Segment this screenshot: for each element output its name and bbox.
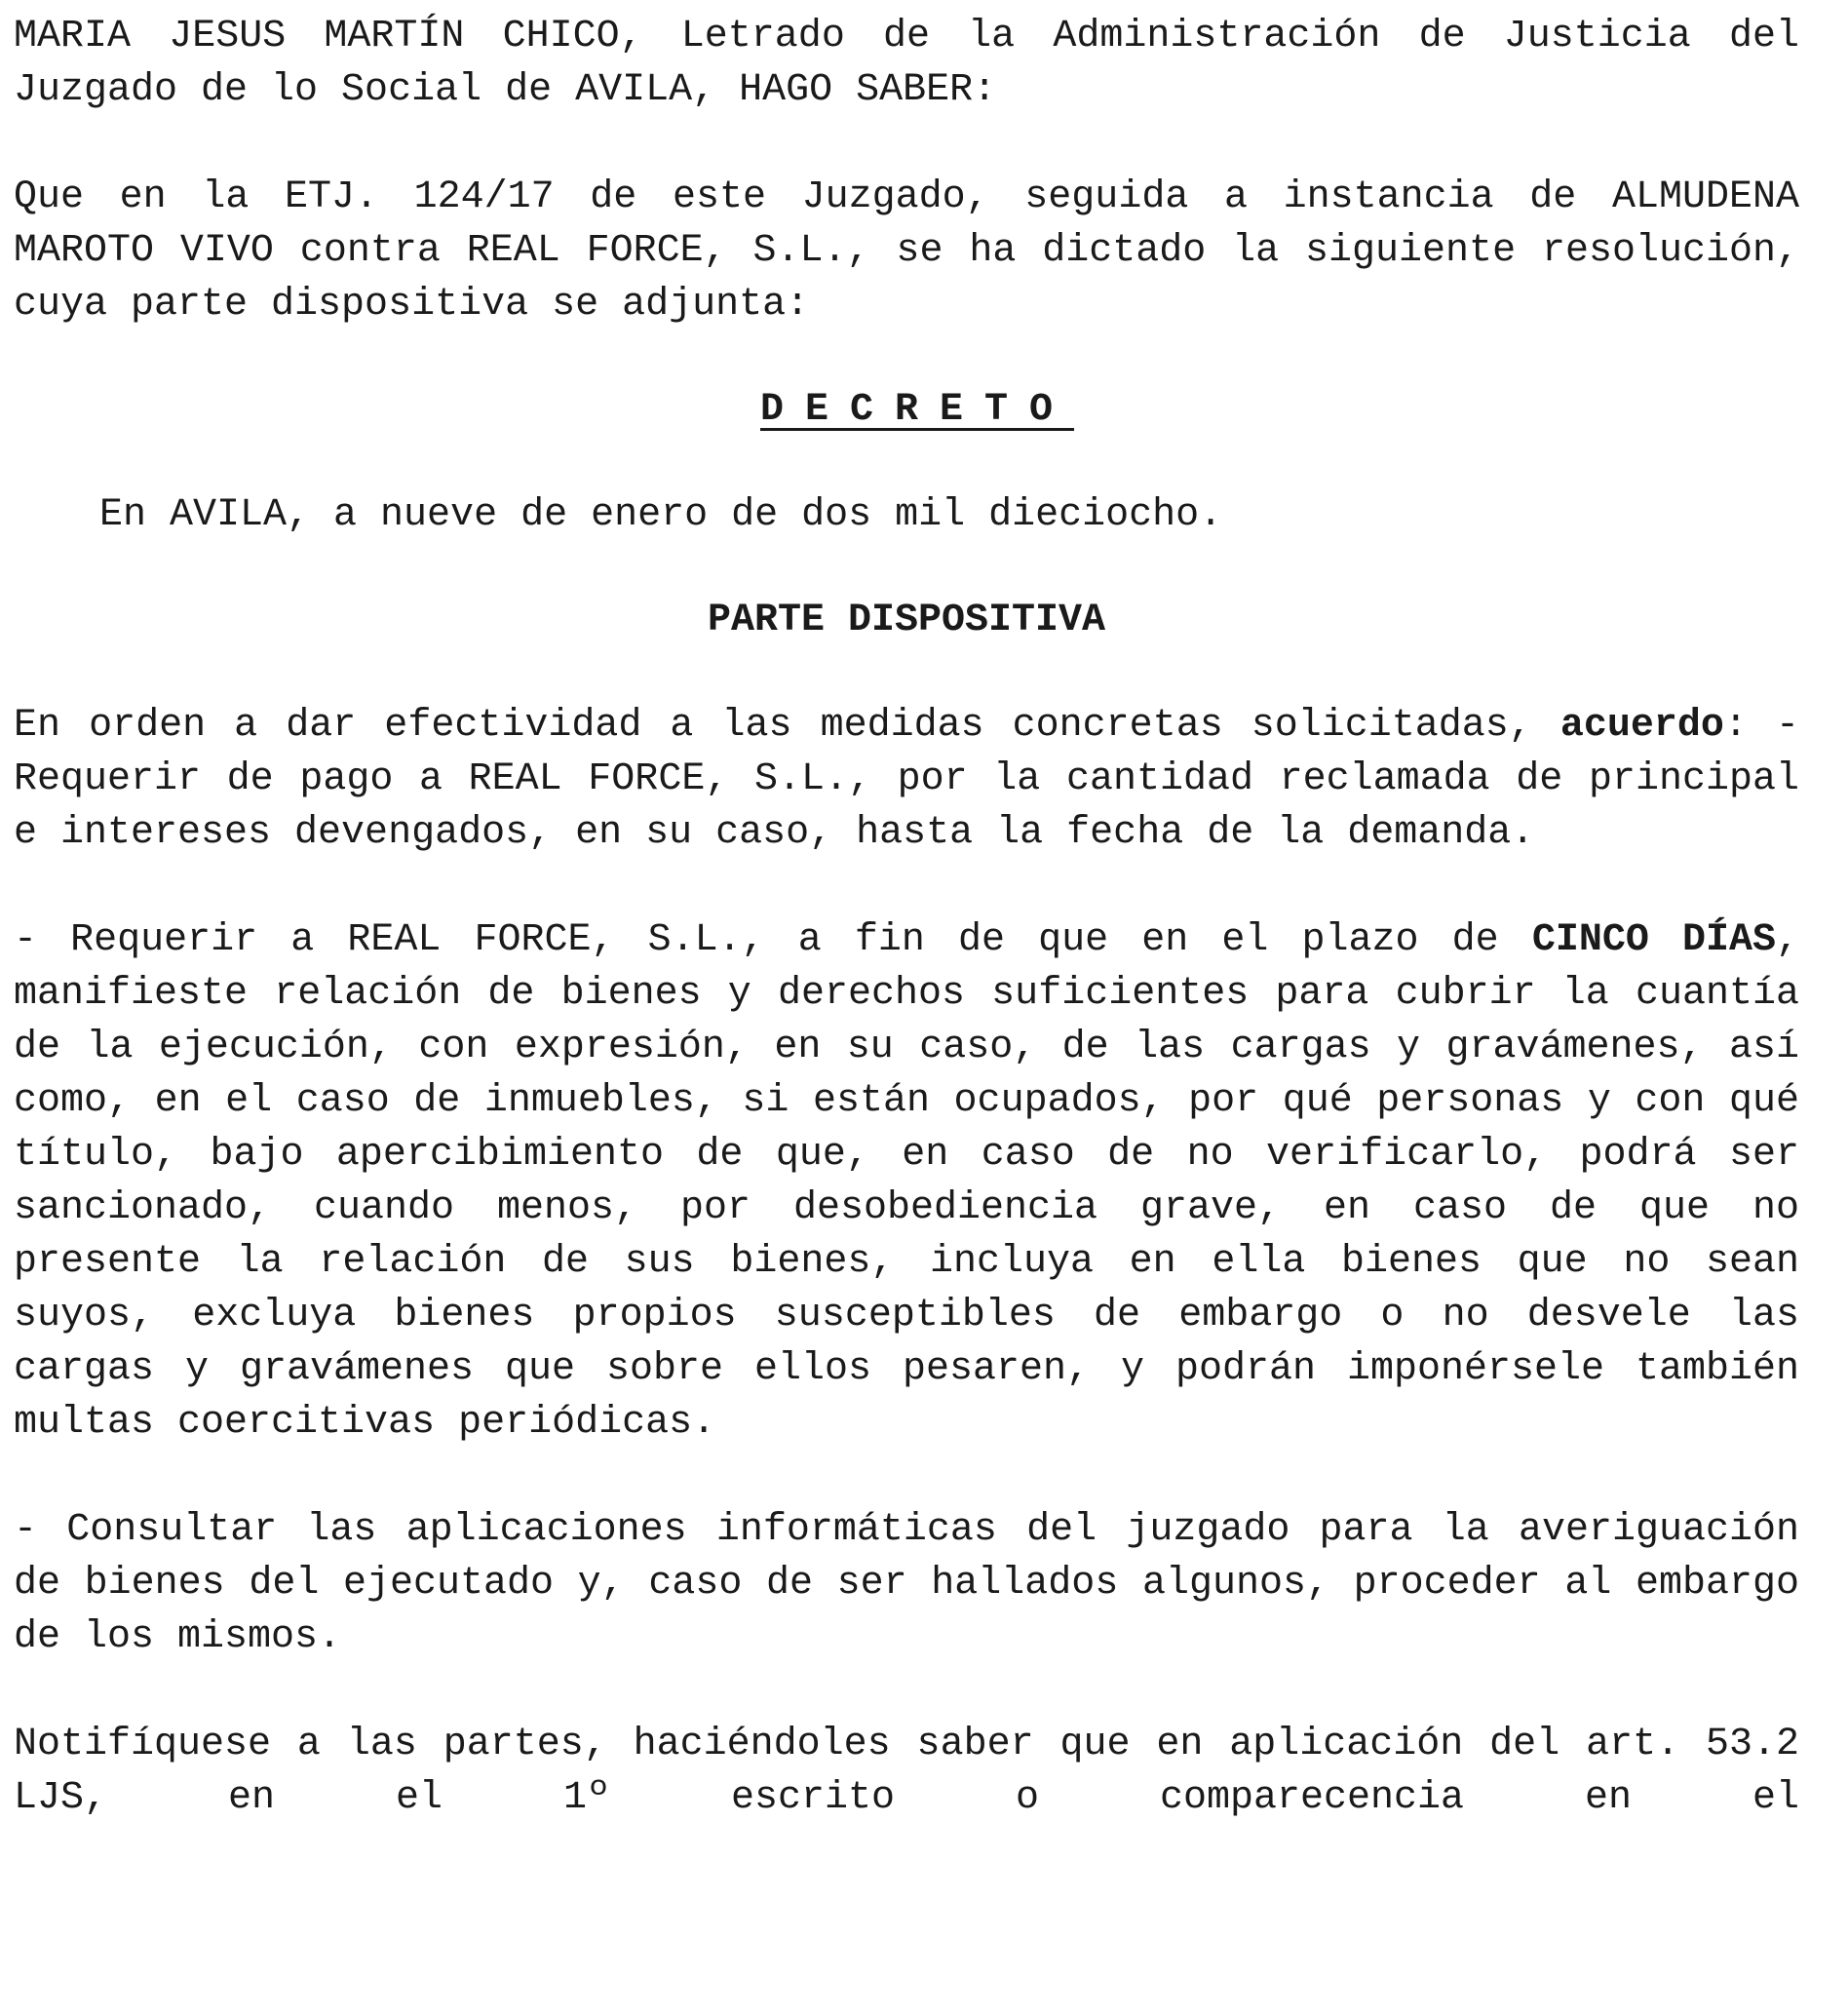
notify-paragraph: Notifíquese a las partes, haciéndoles saber que en aplicación del art. 53.2 LJS, en el 1º escrito o comparecencia en el: [14, 1723, 1799, 1820]
order-paragraph-bold: acuerdo: [1559, 704, 1724, 748]
order-paragraph: [14, 699, 1799, 860]
order-paragraph-text-a: En orden a dar efectividad a las medidas concretas solicitadas,: [14, 704, 1532, 748]
require-paragraph: [14, 913, 1799, 1450]
intro-paragraph: MARIA JESUS MARTÍN CHICO, Letrado de la Administración de Justicia del Juzgado de lo Social de AVILA, HAGO SABER:: [14, 15, 1799, 112]
require-paragraph-text-b: , manifieste relación de bienes y derechos suficientes para cubrir la cuantía de la ejecución, con expresión, en su caso, de las cargas y gravámenes, así como, en el caso de inmuebles, si están ocupados, por qué personas y con qué título, bajo apercibimiento de que, en caso de no verificarlo, podrá ser sancionado, cuando menos, por desobediencia grave, en caso de que no presente la relación de sus bienes, incluya en ella bienes que no sean suyos, excluya bienes propios susceptibles de embargo o no desvele las cargas y gravámenes que sobre ellos pesaren, y podrán imponérsele también multas coercitivas periódicas.: [14, 918, 1799, 1445]
document-title: DECRETO: [759, 388, 1075, 432]
date-line: En AVILA, a nueve de enero de dos mil dieciocho.: [99, 493, 1223, 537]
case-paragraph: Que en la ETJ. 124/17 de este Juzgado, seguida a instancia de ALMUDENA MAROTO VIVO contra REAL FORCE, S.L., se ha dictado la siguiente resolución, cuya parte dispositiva se adjunta:: [14, 175, 1799, 327]
order-paragraph-text-b: : - Requerir de pago a REAL FORCE, S.L., por la cantidad reclamada de principal e intereses devengados, en su caso, hasta la fecha de la demanda.: [14, 704, 1799, 855]
require-paragraph-bold: CINCO DÍAS: [1531, 918, 1776, 962]
consult-paragraph: - Consultar las aplicaciones informáticas del juzgado para la averiguación de bienes del ejecutado y, caso de ser hallados algunos, proceder al embargo de los mismos.: [14, 1508, 1799, 1659]
section-heading: PARTE DISPOSITIVA: [707, 599, 1106, 642]
require-paragraph-text-a: - Requerir a REAL FORCE, S.L., a fin de que en el plazo de: [14, 918, 1499, 962]
document-title-wrap: [14, 383, 1799, 437]
document-page: [14, 10, 1799, 1825]
